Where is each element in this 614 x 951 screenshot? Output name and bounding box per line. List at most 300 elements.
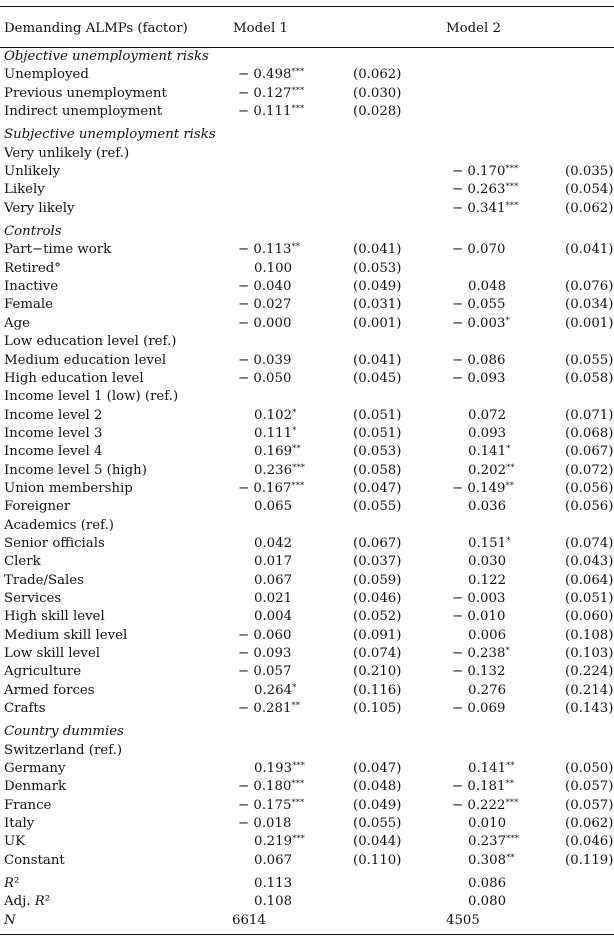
- model1-coefficient: [238, 553, 354, 571]
- model1-coefficient: [238, 425, 354, 443]
- section-label: Subjective unemployment risks: [4, 127, 216, 143]
- coefficient-value: 6614: [232, 912, 266, 928]
- table-row: [0, 535, 614, 553]
- significance-stars: *: [292, 407, 297, 418]
- model2-header: Model 2: [446, 21, 501, 36]
- coefficient-value: − 0.281: [238, 701, 292, 717]
- table-row: [0, 572, 614, 590]
- row-label: Unemployed: [4, 67, 89, 83]
- model2-std-error: (0.064): [565, 572, 614, 588]
- row-label: Crafts: [4, 701, 46, 717]
- significance-stars: **: [506, 852, 515, 863]
- row-label: N: [4, 912, 16, 928]
- stat-row: [0, 893, 614, 911]
- table-row: [0, 480, 614, 498]
- model2-coefficient: [452, 608, 552, 626]
- model2-std-error: (0.035): [565, 164, 614, 180]
- coefficient-value: − 0.039: [238, 352, 292, 368]
- significance-stars: ***: [505, 182, 519, 193]
- coefficient-value: 0.111: [254, 425, 293, 441]
- model2-std-error: (0.071): [565, 407, 614, 423]
- significance-stars: ***: [505, 164, 519, 175]
- model2-std-error: (0.224): [565, 664, 614, 680]
- table-row: [0, 517, 614, 535]
- model2-coefficient: [452, 163, 552, 181]
- model2-std-error: (0.119): [565, 852, 614, 868]
- model2-coefficient: [452, 181, 552, 199]
- coefficient-value: − 0.000: [238, 315, 292, 331]
- coefficient-value: 0.237: [468, 834, 507, 850]
- significance-stars: ***: [291, 779, 305, 790]
- coefficient-value: 0.021: [254, 590, 293, 606]
- regression-table: [0, 6, 614, 935]
- row-label: Very unlikely (ref.): [4, 145, 130, 161]
- coefficient-value: − 0.180: [238, 779, 292, 795]
- row-label: Academics (ref.): [4, 517, 114, 533]
- row-label: Indirect unemployment: [4, 104, 163, 120]
- table-row: [0, 553, 614, 571]
- model2-std-error: (0.068): [565, 425, 614, 441]
- section-heading: [0, 723, 614, 741]
- coefficient-value: 0.030: [468, 554, 507, 570]
- model1-coefficient: [238, 85, 338, 103]
- model1-header: Model 1: [233, 21, 288, 36]
- model1-coefficient: [238, 462, 354, 480]
- model2-coefficient: [452, 778, 552, 796]
- model1-std-error: (0.041): [353, 242, 402, 258]
- row-label: Income level 3: [4, 425, 103, 441]
- coefficient-value: − 0.222: [452, 797, 506, 813]
- coefficient-value: 4505: [446, 912, 480, 928]
- model2-coefficient: [452, 645, 552, 663]
- model1-std-error: (0.047): [353, 480, 402, 496]
- model2-coefficient: [452, 278, 568, 296]
- model1-std-error: (0.051): [353, 425, 402, 441]
- coefficient-value: − 0.167: [238, 480, 292, 496]
- row-label: Previous unemployment: [4, 85, 167, 101]
- coefficient-value: 0.004: [254, 609, 293, 625]
- section-heading: [0, 223, 614, 241]
- row-label: Low skill level: [4, 646, 101, 661]
- table-row: [0, 443, 614, 461]
- significance-stars: ***: [505, 797, 519, 808]
- significance-stars: ***: [291, 104, 305, 115]
- section-label: Country dummies: [4, 724, 124, 740]
- table-row: [0, 590, 614, 608]
- model1-std-error: (0.049): [353, 279, 402, 295]
- model2-std-error: (0.074): [565, 535, 614, 551]
- model1-std-error: (0.067): [353, 535, 402, 551]
- model1-std-error: (0.055): [353, 499, 402, 515]
- model1-coefficient: [238, 682, 354, 700]
- model1-coefficient: [238, 278, 338, 296]
- significance-stars: *: [506, 444, 511, 455]
- coefficient-value: 0.141: [468, 444, 507, 460]
- coefficient-value: − 0.127: [238, 85, 292, 101]
- model2-std-error: (0.143): [565, 701, 614, 717]
- table-row: [0, 66, 614, 84]
- coefficient-value: 0.072: [468, 407, 507, 423]
- coefficient-value: − 0.057: [238, 664, 292, 680]
- model1-std-error: (0.030): [353, 85, 402, 101]
- model1-std-error: (0.044): [353, 834, 402, 850]
- coefficient-value: 0.065: [254, 499, 293, 515]
- coefficient-value: − 0.093: [238, 646, 292, 661]
- section-label: Controls: [4, 224, 62, 240]
- model1-coefficient: [238, 407, 354, 425]
- row-label: Unlikely: [4, 164, 60, 180]
- model2-coefficient: [452, 443, 568, 461]
- model1-std-error: (0.041): [353, 352, 402, 368]
- model1-coefficient: [238, 590, 354, 608]
- row-label: R²: [4, 876, 20, 892]
- model1-coefficient: [238, 572, 354, 590]
- row-label: UK: [4, 834, 26, 850]
- coefficient-value: − 0.086: [452, 352, 506, 368]
- model1-std-error: (0.028): [353, 104, 402, 120]
- model2-std-error: (0.054): [565, 182, 614, 198]
- coefficient-value: − 0.498: [238, 67, 292, 83]
- model2-std-error: (0.060): [565, 609, 614, 625]
- coefficient-value: 0.264: [254, 682, 293, 698]
- model1-coefficient: [238, 700, 338, 718]
- model2-coefficient: [452, 425, 568, 443]
- coefficient-value: − 0.040: [238, 279, 292, 295]
- row-label: Female: [4, 297, 54, 313]
- row-label: Italy: [4, 816, 35, 832]
- model2-coefficient: [452, 797, 552, 815]
- model1-std-error: (0.053): [353, 260, 402, 276]
- significance-stars: ***: [292, 761, 305, 772]
- model2-coefficient: [446, 912, 546, 930]
- model2-coefficient: [452, 627, 568, 645]
- table-row: [0, 163, 614, 181]
- model1-std-error: (0.045): [353, 370, 402, 386]
- model2-std-error: (0.057): [565, 779, 614, 795]
- row-label: Part−time work: [4, 242, 112, 258]
- model2-coefficient: [452, 241, 552, 259]
- model1-std-error: (0.059): [353, 572, 402, 588]
- model2-coefficient: [452, 663, 552, 681]
- model2-std-error: (0.056): [565, 499, 614, 515]
- model2-coefficient: [452, 852, 568, 870]
- model1-coefficient: [238, 852, 354, 870]
- model2-coefficient: [452, 498, 568, 516]
- coefficient-value: − 0.263: [452, 182, 506, 198]
- model2-coefficient: [452, 352, 552, 370]
- coefficient-value: − 0.055: [452, 297, 506, 313]
- row-label: France: [4, 797, 52, 813]
- row-label: Constant: [4, 852, 65, 868]
- coefficient-value: 0.086: [468, 876, 507, 892]
- coefficient-value: 0.151: [468, 535, 507, 551]
- table-row: [0, 682, 614, 700]
- model1-coefficient: [238, 66, 338, 84]
- model1-coefficient: [238, 645, 338, 663]
- coefficient-value: 0.093: [468, 425, 507, 441]
- model2-coefficient: [452, 535, 568, 553]
- model1-coefficient: [238, 103, 338, 121]
- table-row: [0, 760, 614, 778]
- model2-std-error: (0.051): [565, 590, 614, 606]
- model1-std-error: (0.116): [353, 682, 402, 698]
- model1-coefficient: [238, 315, 338, 333]
- coefficient-value: − 0.238: [452, 646, 506, 661]
- coefficient-value: 0.017: [254, 554, 293, 570]
- table-row: [0, 296, 614, 314]
- table-row: [0, 278, 614, 296]
- significance-stars: **: [292, 444, 301, 455]
- coefficient-value: 0.219: [254, 834, 293, 850]
- significance-stars: ***: [506, 834, 519, 845]
- model2-std-error: (0.056): [565, 480, 614, 496]
- model2-std-error: (0.058): [565, 370, 614, 386]
- coefficient-value: − 0.070: [452, 242, 506, 258]
- model1-std-error: (0.058): [353, 462, 402, 478]
- coefficient-value: 0.102: [254, 407, 293, 423]
- significance-stars: **: [506, 462, 515, 473]
- table-row: [0, 833, 614, 851]
- table-row: [0, 425, 614, 443]
- table-row: [0, 663, 614, 681]
- model1-coefficient: [238, 260, 354, 278]
- model2-coefficient: [452, 682, 568, 700]
- table-row: [0, 260, 614, 278]
- model1-std-error: (0.049): [353, 797, 402, 813]
- table-row: [0, 333, 614, 351]
- coefficient-value: − 0.069: [452, 701, 506, 717]
- model2-coefficient: [452, 296, 552, 314]
- model2-std-error: (0.055): [565, 352, 614, 368]
- model2-std-error: (0.076): [565, 279, 614, 295]
- model2-std-error: (0.001): [565, 315, 614, 331]
- model1-std-error: (0.110): [353, 852, 402, 868]
- coefficient-value: − 0.149: [452, 480, 506, 496]
- coefficient-value: 0.276: [468, 682, 507, 698]
- table-row: [0, 241, 614, 259]
- coefficient-value: − 0.111: [238, 104, 292, 120]
- model1-coefficient: [238, 833, 354, 851]
- row-label: Likely: [4, 182, 45, 198]
- coefficient-value: 0.308: [468, 852, 507, 868]
- coefficient-value: − 0.341: [452, 200, 506, 216]
- coefficient-value: − 0.027: [238, 297, 292, 313]
- model2-std-error: (0.046): [565, 834, 614, 850]
- coefficient-value: − 0.010: [452, 609, 506, 625]
- model1-std-error: (0.052): [353, 609, 402, 625]
- model2-std-error: (0.103): [565, 646, 614, 661]
- significance-stars: **: [291, 701, 300, 712]
- section-heading: [0, 48, 614, 66]
- table-row: [0, 85, 614, 103]
- table-row: [0, 315, 614, 333]
- coefficient-value: 0.193: [254, 761, 293, 777]
- coefficient-value: 0.036: [468, 499, 507, 515]
- row-label: Age: [4, 315, 30, 331]
- model2-coefficient: [452, 553, 568, 571]
- model1-std-error: (0.053): [353, 444, 402, 460]
- table-body: [0, 48, 614, 930]
- coefficient-value: 0.122: [468, 572, 507, 588]
- model2-coefficient: [452, 760, 568, 778]
- model1-coefficient: [238, 535, 354, 553]
- row-label: Union membership: [4, 480, 133, 496]
- table-row: [0, 852, 614, 870]
- table-row: [0, 815, 614, 833]
- section-heading: [0, 126, 614, 144]
- coefficient-value: 0.108: [254, 894, 293, 910]
- significance-stars: **: [291, 242, 300, 253]
- coefficient-value: 0.236: [254, 462, 293, 478]
- model1-std-error: (0.074): [353, 646, 402, 661]
- row-label: Adj. R²: [4, 894, 51, 910]
- table-row: [0, 700, 614, 718]
- model2-coefficient: [452, 875, 568, 893]
- model1-std-error: (0.046): [353, 590, 402, 606]
- coefficient-value: − 0.132: [452, 664, 506, 680]
- model2-coefficient: [452, 893, 568, 911]
- coefficient-value: − 0.050: [238, 370, 292, 386]
- coefficient-value: − 0.175: [238, 797, 292, 813]
- table-row: [0, 181, 614, 199]
- coefficient-value: 0.067: [254, 852, 293, 868]
- model1-coefficient: [238, 875, 354, 893]
- model1-coefficient: [238, 443, 354, 461]
- significance-stars: ***: [291, 797, 305, 808]
- coefficient-value: 0.169: [254, 444, 293, 460]
- significance-stars: ***: [291, 67, 305, 78]
- coefficient-value: 0.113: [254, 876, 293, 892]
- stat-row: [0, 912, 614, 930]
- coefficient-value: − 0.093: [452, 370, 506, 386]
- model1-coefficient: [238, 797, 338, 815]
- model1-std-error: (0.037): [353, 554, 402, 570]
- table-row: [0, 645, 614, 663]
- model1-coefficient: [238, 760, 354, 778]
- model1-coefficient: [232, 912, 332, 930]
- table-row: [0, 797, 614, 815]
- row-label: Medium skill level: [4, 627, 128, 643]
- model1-std-error: (0.047): [353, 761, 402, 777]
- model1-coefficient: [238, 608, 354, 626]
- model2-coefficient: [452, 815, 568, 833]
- model1-coefficient: [238, 480, 338, 498]
- model2-coefficient: [452, 370, 552, 388]
- stat-row: [0, 875, 614, 893]
- model2-std-error: (0.043): [565, 554, 614, 570]
- significance-stars: **: [505, 480, 514, 491]
- coefficient-value: − 0.060: [238, 627, 292, 643]
- table-row: [0, 778, 614, 796]
- model2-coefficient: [452, 407, 568, 425]
- row-label: Services: [4, 590, 62, 606]
- row-label: Income level 5 (high): [4, 462, 147, 478]
- coefficient-value: 0.067: [254, 572, 293, 588]
- significance-stars: *: [292, 682, 297, 693]
- bottom-rule: [0, 934, 614, 935]
- model1-coefficient: [238, 627, 338, 645]
- coefficient-value: − 0.113: [238, 242, 292, 258]
- significance-stars: *: [505, 646, 510, 656]
- model2-coefficient: [452, 700, 552, 718]
- row-label: Medium education level: [4, 352, 167, 368]
- row-label: High skill level: [4, 609, 105, 625]
- model1-coefficient: [238, 241, 338, 259]
- significance-stars: ***: [291, 480, 305, 491]
- model1-std-error: (0.055): [353, 816, 402, 832]
- model2-coefficient: [452, 480, 552, 498]
- model1-coefficient: [238, 778, 338, 796]
- coefficient-value: − 0.018: [238, 816, 292, 832]
- table-row: [0, 608, 614, 626]
- table-row: [0, 145, 614, 163]
- model2-std-error: (0.050): [565, 761, 614, 777]
- significance-stars: ***: [291, 85, 305, 96]
- significance-stars: ***: [505, 200, 519, 211]
- coefficient-value: 0.048: [468, 279, 507, 295]
- table-row: [0, 498, 614, 516]
- model1-coefficient: [238, 815, 338, 833]
- model1-coefficient: [238, 663, 338, 681]
- significance-stars: **: [505, 779, 514, 790]
- significance-stars: *: [505, 315, 510, 326]
- model2-std-error: (0.062): [565, 200, 614, 216]
- coefficient-value: 0.042: [254, 535, 293, 551]
- model1-std-error: (0.210): [353, 664, 402, 680]
- coefficient-value: 0.010: [468, 816, 507, 832]
- table-row: [0, 352, 614, 370]
- significance-stars: ***: [292, 462, 305, 473]
- model2-std-error: (0.108): [565, 627, 614, 643]
- coefficient-value: 0.006: [468, 627, 507, 643]
- row-label: Low education level (ref.): [4, 334, 177, 350]
- model2-coefficient: [452, 315, 552, 333]
- model1-coefficient: [238, 498, 354, 516]
- model2-std-error: (0.057): [565, 797, 614, 813]
- model1-std-error: (0.031): [353, 297, 402, 313]
- model2-coefficient: [452, 590, 552, 608]
- model2-coefficient: [452, 200, 552, 218]
- model2-std-error: (0.072): [565, 462, 614, 478]
- model2-std-error: (0.062): [565, 816, 614, 832]
- table-row: [0, 103, 614, 121]
- row-label: Germany: [4, 761, 66, 777]
- row-label: Senior officials: [4, 535, 105, 551]
- row-label: Foreigner: [4, 499, 71, 515]
- row-label: Clerk: [4, 554, 41, 570]
- coefficient-value: − 0.003: [452, 590, 506, 606]
- model1-coefficient: [238, 370, 338, 388]
- table-row: [0, 407, 614, 425]
- row-label: Trade/Sales: [4, 572, 84, 588]
- significance-stars: *: [292, 425, 297, 436]
- coefficient-value: 0.141: [468, 761, 507, 777]
- model2-std-error: (0.214): [565, 682, 614, 698]
- row-label: Armed forces: [4, 682, 95, 698]
- coefficient-value: 0.100: [254, 260, 293, 276]
- table-row: [0, 200, 614, 218]
- model1-std-error: (0.105): [353, 701, 402, 717]
- model2-std-error: (0.067): [565, 444, 614, 460]
- table-row: [0, 388, 614, 406]
- section-label: Objective unemployment risks: [4, 49, 209, 64]
- model2-std-error: (0.041): [565, 242, 614, 258]
- significance-stars: *: [506, 535, 511, 546]
- coefficient-value: 0.080: [468, 894, 507, 910]
- table-header: [0, 7, 614, 48]
- row-label: Agriculture: [4, 664, 82, 680]
- model1-std-error: (0.091): [353, 627, 402, 643]
